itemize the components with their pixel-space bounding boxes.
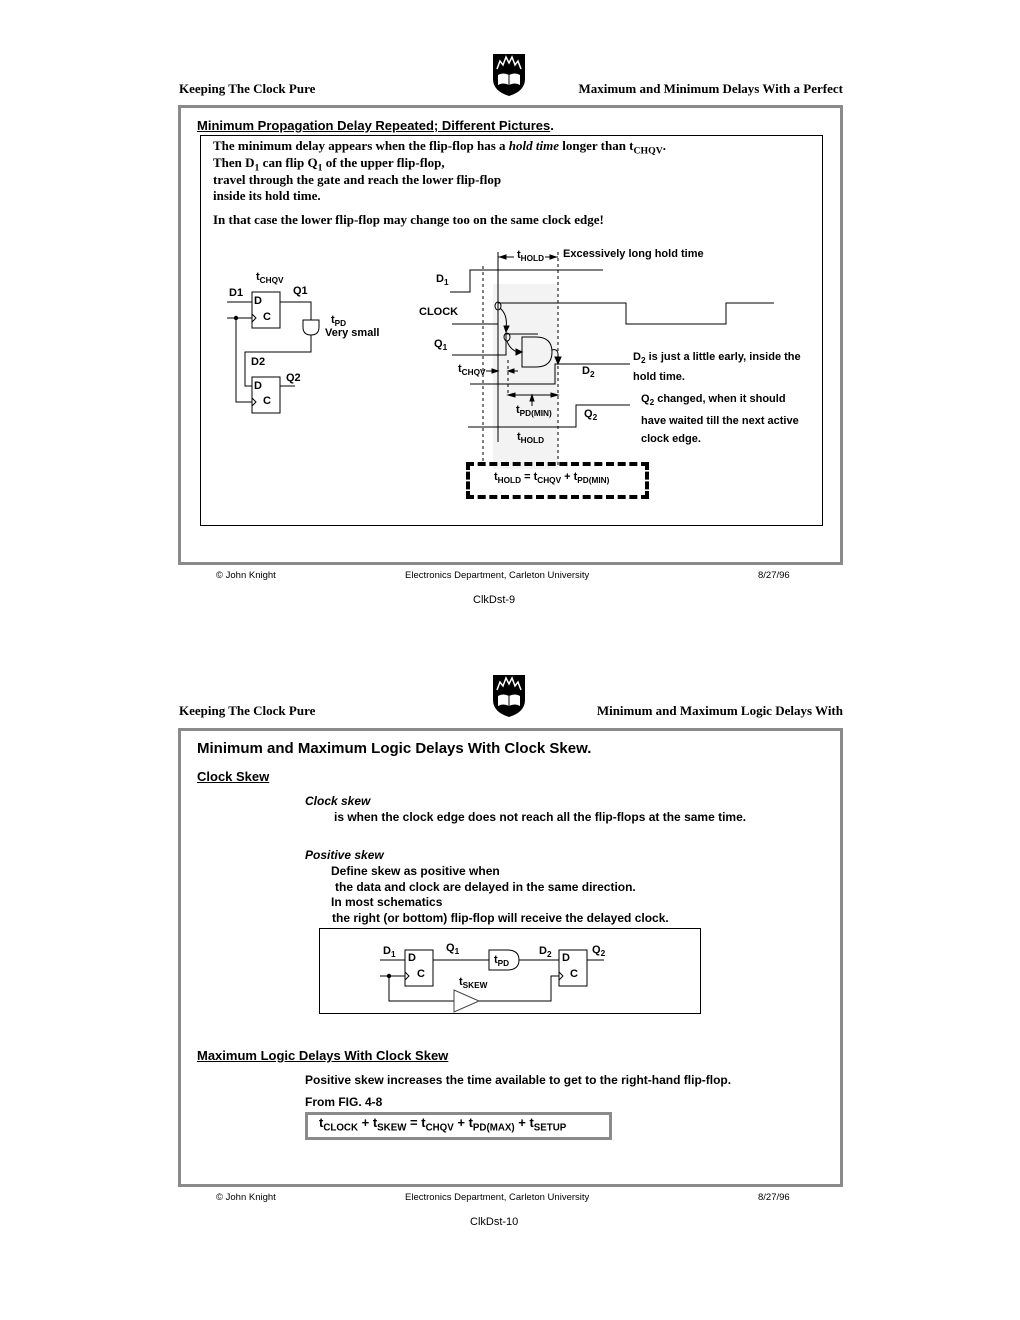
positive-line-1: Define skew as positive when [331, 864, 500, 878]
skew-circuit [319, 928, 701, 1014]
positive-line-3: In most schematics [331, 895, 443, 909]
timing-tchqv-label: $t_{CHQV}$ [458, 363, 486, 378]
timing-q2-label: $Q_2$ [584, 408, 598, 423]
para-line-1: The minimum delay appears when the flip-flop has a hold time longer than $t_{CHQV}$. [213, 138, 667, 157]
schematic-q2-label: Q2 [286, 372, 301, 384]
timing-d1-label: $D_1$ [436, 273, 449, 288]
page-number: ClkDst-9 [473, 594, 516, 606]
section-title-text: Minimum Propagation Delay Repeated; Different Pictures [197, 118, 551, 133]
running-header-left: Keeping The Clock Pure [179, 703, 316, 718]
positive-line-4: the right (or bottom) flip-flop will receive the delayed clock. [332, 911, 669, 925]
footer-date: 8/27/96 [758, 570, 790, 581]
para-line-5: In that case the lower flip-flop may change too on the same clock edge! [213, 212, 604, 227]
footer-author: © John Knight [216, 1192, 276, 1203]
circuit-ff1-c: C [417, 968, 425, 980]
running-header-left: Keeping The Clock Pure [179, 81, 316, 96]
skew-buffer [454, 990, 479, 1012]
schematic-tchqv-label: $t_{CHQV}$ [256, 271, 284, 286]
timing-clock-label: CLOCK [419, 306, 459, 318]
timing-q1-label: $Q_1$ [434, 338, 448, 353]
slide-title: Minimum and Maximum Logic Delays With Clock Skew. [197, 740, 592, 757]
positive-line-2: the data and clock are delayed in the same direction. [335, 880, 636, 894]
footer-date: 8/27/96 [758, 1192, 790, 1203]
schematic-ff1-d: D [254, 295, 262, 307]
running-header-right: Minimum and Maximum Logic Delays With [596, 703, 843, 718]
schematic-tpd-label: $t_{PD}$ [331, 314, 347, 329]
schematic-ff2-c: C [263, 395, 271, 407]
section-title: Minimum Propagation Delay Repeated; Different Pictures. [197, 118, 554, 133]
schematic-d1-label: D1 [229, 287, 244, 299]
subheading-max-logic-delays: Maximum Logic Delays With Clock Skew [197, 1048, 449, 1063]
term-positive-skew: Positive skew [305, 848, 384, 862]
timing-d2-label: $D_2$ [582, 365, 595, 380]
running-header-right: Maximum and Minimum Delays With a Perfect [578, 81, 843, 96]
footer-author: © John Knight [216, 570, 276, 581]
circuit-d1-label: $D_1$ [383, 945, 396, 960]
schematic-ff1-c: C [263, 311, 271, 323]
subheading-clock-skew: Clock Skew [197, 769, 270, 784]
timing-tpdmin-label: $t_{PD(MIN)}$ [516, 404, 552, 419]
circuit-tpd-label: $t_{PD}$ [494, 954, 510, 969]
schematic-d2-label: D2 [251, 356, 266, 368]
from-fig-text: From FIG. 4-8 [305, 1095, 383, 1109]
circuit-ff1-d: D [408, 952, 416, 964]
para-line-4: inside its hold time. [213, 188, 321, 203]
footer-department: Electronics Department, Carleton University [405, 1192, 590, 1203]
footer-department: Electronics Department, Carleton University [405, 570, 590, 581]
and-gate [303, 320, 319, 335]
circuit-ff2-d: D [562, 952, 570, 964]
max-delay-text: Positive skew increases the time available to get to the right-hand flip-flop. [305, 1073, 732, 1087]
page-number: ClkDst-10 [470, 1216, 519, 1228]
term-clock-skew: Clock skew [305, 794, 371, 808]
circuit-q1-label: $Q_1$ [446, 942, 460, 957]
excessive-hold-label: Excessively long hold time [563, 248, 704, 260]
timing-thold-bottom-label: $t_{HOLD}$ [517, 431, 545, 446]
def-clock-skew: is when the clock edge does not reach all the flip-flops at the same time. [334, 810, 747, 824]
circuit-q2-label: $Q_2$ [592, 944, 606, 959]
schematic-q1-label: Q1 [293, 285, 308, 297]
para-line-2: Then $D_1$ can flip $Q_1$ of the upper flip-flop, [213, 155, 445, 174]
hold-equation: $t_{HOLD} = t_{CHQV} + t_{PD(MIN)}$ [494, 471, 610, 486]
university-crest-logo [492, 53, 526, 97]
note-d2-early: $D_2$ is just a little early, inside the hold time. [633, 351, 801, 384]
para-line-3: travel through the gate and reach the lower flip-flop [213, 172, 502, 187]
setup-equation: $t_{CLOCK} + t_{SKEW} = t_{CHQV} + t_{PD(MAX)} + t_{SETUP}$ [319, 1115, 567, 1134]
circuit-tskew-label: $t_{SKEW}$ [459, 976, 488, 991]
timing-thold-top-label: $t_{HOLD}$ [517, 249, 545, 264]
schematic-ff2-d: D [254, 380, 262, 392]
circuit-ff2-c: C [570, 968, 578, 980]
circuit-d2-label: $D_2$ [539, 945, 552, 960]
schematic-very-small: Very small [325, 327, 380, 339]
university-crest-logo [492, 674, 526, 718]
note-q2-changed: $Q_2$ changed, when it should have waited till the next active clock edge. [641, 393, 799, 446]
flipflop-schematic [210, 240, 410, 430]
